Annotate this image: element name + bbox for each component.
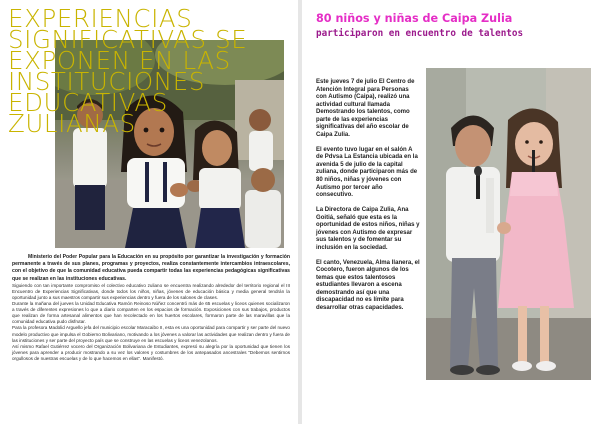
left-page: [0, 0, 298, 424]
left-article-body: [12, 254, 290, 420]
body-paragraph: Durante la mañana del jueves la Unidad Educativa Ramón Reinoso Núñez concentró más de 65 escuelas y liceos quienes socializaron a través de diferentes expresiones lo que a diario comparten en los espacios de formación. Exposiciones con sus trabajos, productos que realizan de forma artesanal alimentos que han recolectado en los huertos escolares, formaron parte de las maravillas que la comunidad educativa pudo disfrutar.: [12, 301, 290, 325]
singers-illustration: [426, 68, 591, 380]
headline: EXPERIENCIAS SIGNIFICATIVAS SE EXPONEN EN LAS INSTITUCIONES EDUCATIVAS ZULIANAS: [8, 4, 248, 138]
article-paragraph: La Directora de Caipa Zulia, Ana Goitiá, señaló que esta es la oportunidad de estos niños, niñas y jóvenes con Autismo de expresar sus talentos y de fomentar su inclusión en la sociedad.: [316, 206, 420, 251]
right-page: [302, 0, 600, 424]
lead-paragraph: Ministerio del Poder Popular para la Educación en su propósito por garantizar la investigación y formación permanente a través de sus planes, programas y proyectos, realiza constantemente intercambios intraescolares, con el objetivo de que la comunidad educativa pueda compartir todas las experiencias pedagógicas significativas que se realizan en las instituciones educativas.: [12, 254, 290, 282]
article-paragraph: Este jueves 7 de julio El Centro de Atención Integral para Personas con Autismo (Caipa), realizó una actividad cultural llamada Demostrando los talentos, como parte de las experiencias significativas del año escolar de Caipa Zulia.: [316, 79, 415, 138]
article-title: 80 niños y niñas de Caipa Zulia: [316, 12, 513, 25]
body-paragraph: Así mismo Rafael Gutiérrez vocero del Organización Bolivariana de Estudiantes, expresó su alegría por la oportunidad que tienen los jóvenes para aprender a producir mostrando a su vez los valores y costumbres de los antepasados ancestrales "Debemos sentirnos orgullosos de nuestras escuelas y de lo que hacemos en ellas". Manifestó.: [12, 343, 290, 361]
article-paragraph: El canto, Venezuela, Alma llanera, el Cocotero, fueron algunos de los temas que estos talentosos estudiantes llevaron a escena demostrando así que una discapacidad no es límite para desarrollar otras capacidades.: [316, 259, 420, 311]
singers-photo: [426, 68, 591, 380]
body-paragraph: Siguiendo con tan importante compromiso el colectivo educativo zuliano se encuentra realizando alrededor del territorio regional el III Encuentro de Experiencias Significativas, donde todos los niños, niñas, jóvenes de educación básica y media general tendrán la oportunidad junto a sus maestros compartir sus experiencias dentro y fuera de los salones de clases.: [12, 282, 290, 300]
article-paragraph: El evento tuvo lugar en el salón A de Pdvsa La Estancia ubicada en la avenida 5 de julio de la capital zuliana, donde participaron más de 80 niños, niñas y jóvenes con Autismo por tercer año consecutivo.: [316, 146, 418, 199]
body-paragraph: Para la profesora Madolid Arguello jefa del municipio escolar Maracaibo II, esta es una oportunidad para compartir y ser parte del nuevo modelo productivo que impulsa el Gobierno Bolivariano, motivando a los jóvenes a valorar las actividades que realizan dentro y fuera de las instituciones y ser parte del proyecto país que se construye en las escuelas y liceos venezolanos.: [12, 325, 290, 343]
right-article-body: [316, 79, 420, 419]
article-subtitle: participaron en encuentro de talentos: [316, 28, 524, 39]
